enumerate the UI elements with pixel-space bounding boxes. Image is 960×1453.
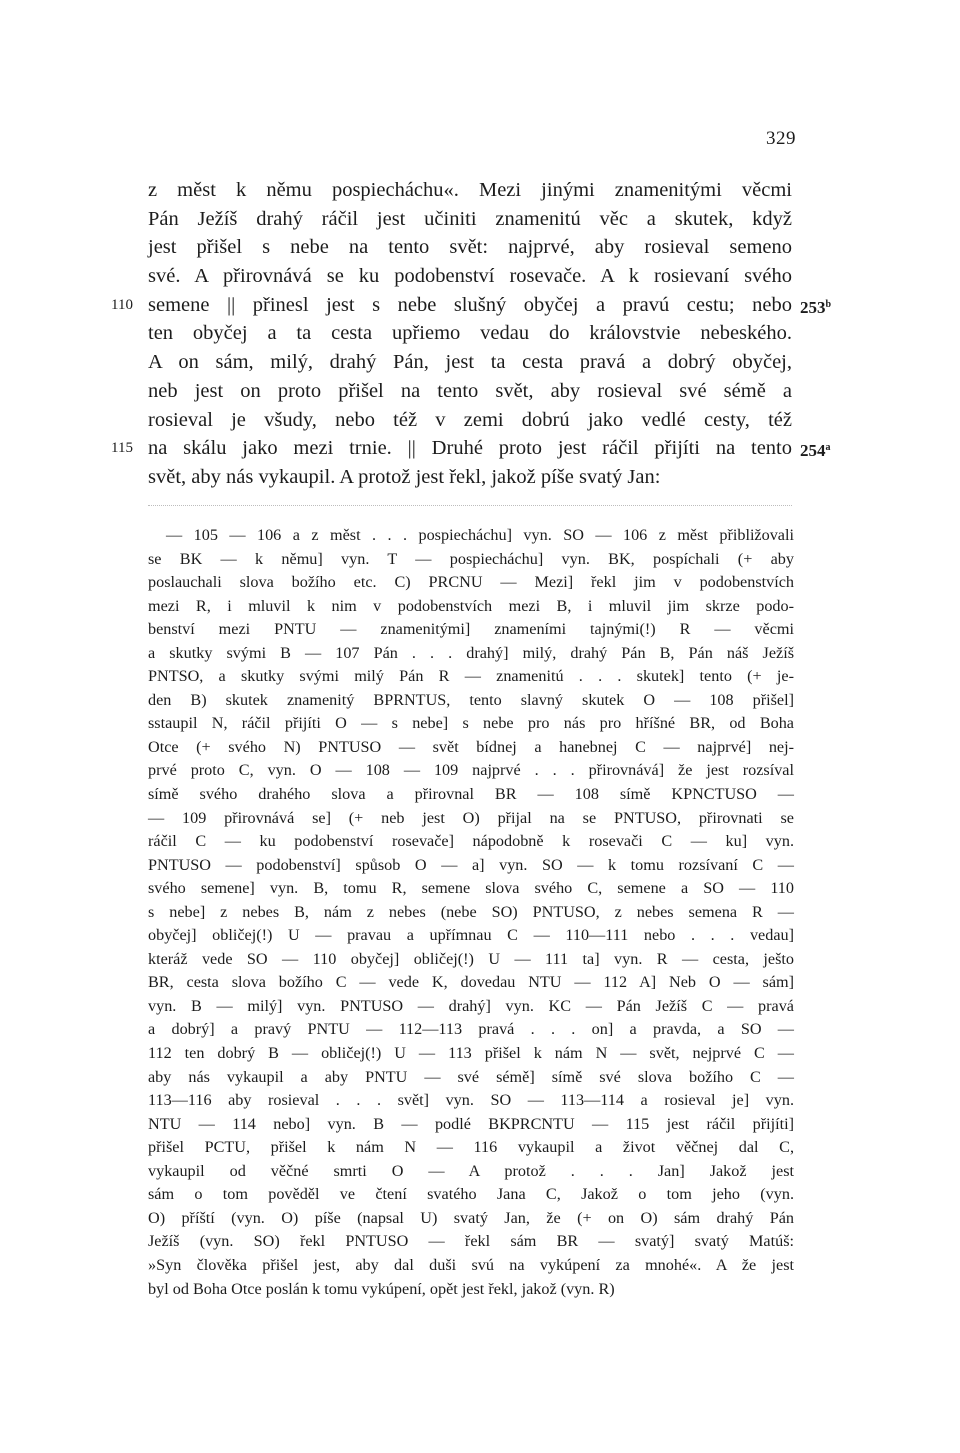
apparatus-line-content: benství mezi PNTU — znamenitými] znameními tajnými(!) R — věcmi	[148, 620, 794, 639]
text-line	[148, 377, 792, 406]
apparatus-line	[148, 854, 794, 878]
apparatus-line-content: byl od Boha Otce poslán k tomu vykúpení, opět jest řekl, jakož (vyn. R)	[148, 1279, 615, 1298]
apparatus-line-content: den B) skutek znamenitý BPRNTUS, tento slavný skutek O — 108 přišel]	[148, 690, 794, 709]
apparatus-line	[148, 807, 794, 831]
apparatus-line	[148, 1160, 794, 1184]
apparatus-line-content: se BK — k němu] vyn. T — pospiecháchu] vyn. BK, pospíchali (+ aby	[148, 549, 794, 568]
text-line	[148, 205, 792, 234]
apparatus-line	[148, 877, 794, 901]
apparatus-line-content: mezi R, i mluvil k nim v podobenstvích mezi B, i mluvil jim skrze podo-	[148, 596, 794, 615]
text-line-content: A on sám, milý, drahý Pán, jest ta cesta pravá a dobrý obyčej,	[148, 351, 792, 374]
text-line	[148, 233, 792, 262]
text-line	[148, 463, 792, 492]
apparatus-line	[148, 689, 794, 713]
apparatus-line	[148, 1089, 794, 1113]
apparatus-line-content: sstaupil N, ráčil přijíti O — s nebe] s nebe pro nás pro hříšné BR, od Boha	[148, 714, 794, 733]
apparatus-line	[148, 759, 794, 783]
text-line	[111, 291, 832, 320]
apparatus-line-content: 112 ten dobrý B — obličej(!) U — 113 přišel k nám N — svět, nejprvé C —	[148, 1044, 794, 1063]
apparatus-line-content: aby nás vykaupil a aby PNTU — své sémě] símě své slova božího C —	[148, 1067, 794, 1086]
folio-side: b	[825, 298, 832, 310]
apparatus-line-content: a dobrý] a pravý PNTU — 112—113 pravá . . . on] a pravda, a SO —	[148, 1020, 794, 1039]
apparatus-line	[148, 524, 794, 548]
apparatus-line-content: poslauchali slova božího etc. C) PRCNU — Mezi] řekl jim v podobenstvích	[148, 573, 794, 592]
apparatus-line	[148, 736, 794, 760]
footnote-divider	[148, 505, 792, 506]
apparatus-line-content: PNTSO, a skutky svými milý Pán R — znamenitú . . . skutek] tento (+ je-	[148, 667, 794, 686]
apparatus-line	[148, 783, 794, 807]
line-number: 115	[111, 440, 133, 457]
apparatus-line-content: — 109 přirovnává se] (+ neb jest O) přijal na se PNTUSO, přirovnati se	[148, 808, 794, 827]
text-line	[148, 348, 792, 377]
apparatus-line-content: PNTUSO — podobenství] spůsob O — a] vyn. SO — k tomu rozsívaní C —	[148, 855, 794, 874]
apparatus-line	[148, 901, 794, 925]
text-line	[148, 319, 792, 348]
apparatus-line-content: Ježíš (vyn. SO) řekl PNTUSO — řekl sám BR — svatý] svatý Matúš:	[148, 1232, 794, 1251]
apparatus-line	[148, 1230, 794, 1254]
apparatus-line-content: Otce (+ svého N) PNTUSO — svět bídnej a hanebnej C — najprvé] nej-	[148, 737, 794, 756]
apparatus-line-content: vyn. B — milý] vyn. PNTUSO — drahý] vyn. KC — Pán Ježíš C — pravá	[148, 996, 794, 1015]
line-number: 110	[111, 296, 133, 313]
apparatus-line-content: vykaupil od věčné smrti O — A protož . . . Jan] Jakož jest	[148, 1161, 794, 1180]
apparatus-line	[148, 1066, 794, 1090]
text-line-content: svět, aby nás vykaupil. A protož jest řekl, jakož píše svatý Jan:	[148, 465, 661, 488]
apparatus-line	[148, 1113, 794, 1137]
text-line-content: rosieval je všudy, nebo též v zemi dobrú jako vedlé cesty, též	[148, 408, 792, 431]
folio-number: 253	[800, 297, 826, 317]
apparatus-line	[148, 830, 794, 854]
folio-side: a	[825, 442, 831, 454]
text-line	[111, 434, 831, 463]
folio-reference	[800, 434, 831, 466]
text-line-content: Pán Ježíš drahý ráčil jest učiniti znamenitú věc a skutek, když	[148, 207, 792, 230]
text-line-content: ten obyčej a ta cesta upřiemo vedau do královstvie nebeského.	[148, 322, 792, 345]
text-line	[148, 176, 792, 205]
apparatus-line	[148, 971, 794, 995]
apparatus-line-content: kteráž vede SO — 110 obyčej] obličej(!) U — 111 ta] vyn. R — cesta, ješto	[148, 949, 794, 968]
main-text	[111, 176, 832, 492]
apparatus-line-content: símě svého drahého slova a přirovnal BR — 108 símě KPNCTUSO —	[148, 785, 794, 804]
apparatus-line-content: »Syn člověka přišel jest, aby dal duši svú na vykúpení za mnohé«. A že jest	[148, 1255, 794, 1274]
apparatus-line-content: — 105 — 106 a z měst . . . pospiecháchu] vyn. SO — 106 z měst přibližovali	[166, 526, 794, 544]
apparatus-line-content: O) příští (vyn. O) píše (napsal U) svatý Jan, že (+ on O) sám drahý Pán	[148, 1208, 794, 1227]
apparatus-line-content: přišel PCTU, přišel k nám N — 116 vykaupil a život věčnej dal C,	[148, 1138, 794, 1157]
apparatus-line-content: ráčil C — ku podobenství rosevače] nápodobně k rosevači C — ku] vyn.	[148, 832, 794, 851]
apparatus-line-content: sám o tom pověděl ve čtení svatého Jana C, Jakož o tom jeho (vyn.	[148, 1185, 794, 1204]
apparatus-line	[148, 1183, 794, 1207]
apparatus-line	[148, 618, 794, 642]
apparatus-line	[148, 1042, 794, 1066]
apparatus-line	[148, 665, 794, 689]
text-line-content: na skálu jako mezi trnie. || Druhé proto jest ráčil přijíti na tento	[148, 437, 792, 460]
apparatus-line	[148, 642, 794, 666]
apparatus-line-content: BR, cesta slova božího C — vede K, dovedau NTU — 112 A] Neb O — sám]	[148, 973, 794, 992]
apparatus-line-content: a skutky svými B — 107 Pán . . . drahý] milý, drahý Pán B, Pán náš Ježíš	[148, 643, 794, 662]
apparatus-line-content: svého semene] vyn. B, tomu R, semene slova svého C, semene a SO — 110	[148, 879, 794, 898]
text-line	[148, 406, 792, 435]
apparatus-line	[148, 1018, 794, 1042]
apparatus-line	[148, 1207, 794, 1231]
text-line-content: své. A přirovnává se ku podobenství rosevače. A k rosievaní svého	[148, 265, 792, 288]
text-line-content: z měst k němu pospiecháchu«. Mezi jinými znamenitými věcmi	[148, 179, 792, 201]
apparatus-line-content: 113—116 aby rosieval . . . svět] vyn. SO — 113—114 a rosieval je] vyn.	[148, 1091, 794, 1110]
apparatus-line	[148, 571, 794, 595]
page-number: 329	[766, 128, 796, 149]
folio-reference	[800, 291, 831, 323]
text-line	[148, 262, 792, 291]
critical-apparatus	[148, 524, 794, 1301]
text-line-content: jest přišel s nebe na tento svět: najprvé, aby rosieval semeno	[148, 236, 792, 259]
apparatus-line	[148, 924, 794, 948]
text-line-content: semene || přinesl jest s nebe slušný obyčej a pravú cestu; nebo	[148, 293, 792, 316]
apparatus-line	[148, 1278, 794, 1302]
apparatus-line	[148, 595, 794, 619]
apparatus-line-content: NTU — 114 nebo] vyn. B — podlé BKPRCNTU — 115 jest ráčil přijíti]	[148, 1114, 794, 1133]
apparatus-line	[148, 948, 794, 972]
apparatus-line	[148, 548, 794, 572]
apparatus-line-content: prvé proto C, vyn. O — 108 — 109 najprvé . . . přirovnává] že jest rozsíval	[148, 761, 794, 780]
apparatus-line-content: obyčej] obličej(!) U — pravau a upřímnau C — 110—111 nebo . . . vedau]	[148, 926, 794, 945]
folio-number: 254	[800, 441, 826, 461]
text-line-content: neb jest on proto přišel na tento svět, aby rosieval své sémě a	[148, 379, 792, 402]
apparatus-line	[148, 712, 794, 736]
apparatus-line	[148, 1254, 794, 1278]
apparatus-line	[148, 1136, 794, 1160]
apparatus-line-content: s nebe] z nebes B, nám z nebes (nebe SO) PNTUSO, z nebes semena R —	[148, 902, 794, 921]
apparatus-line	[148, 995, 794, 1019]
